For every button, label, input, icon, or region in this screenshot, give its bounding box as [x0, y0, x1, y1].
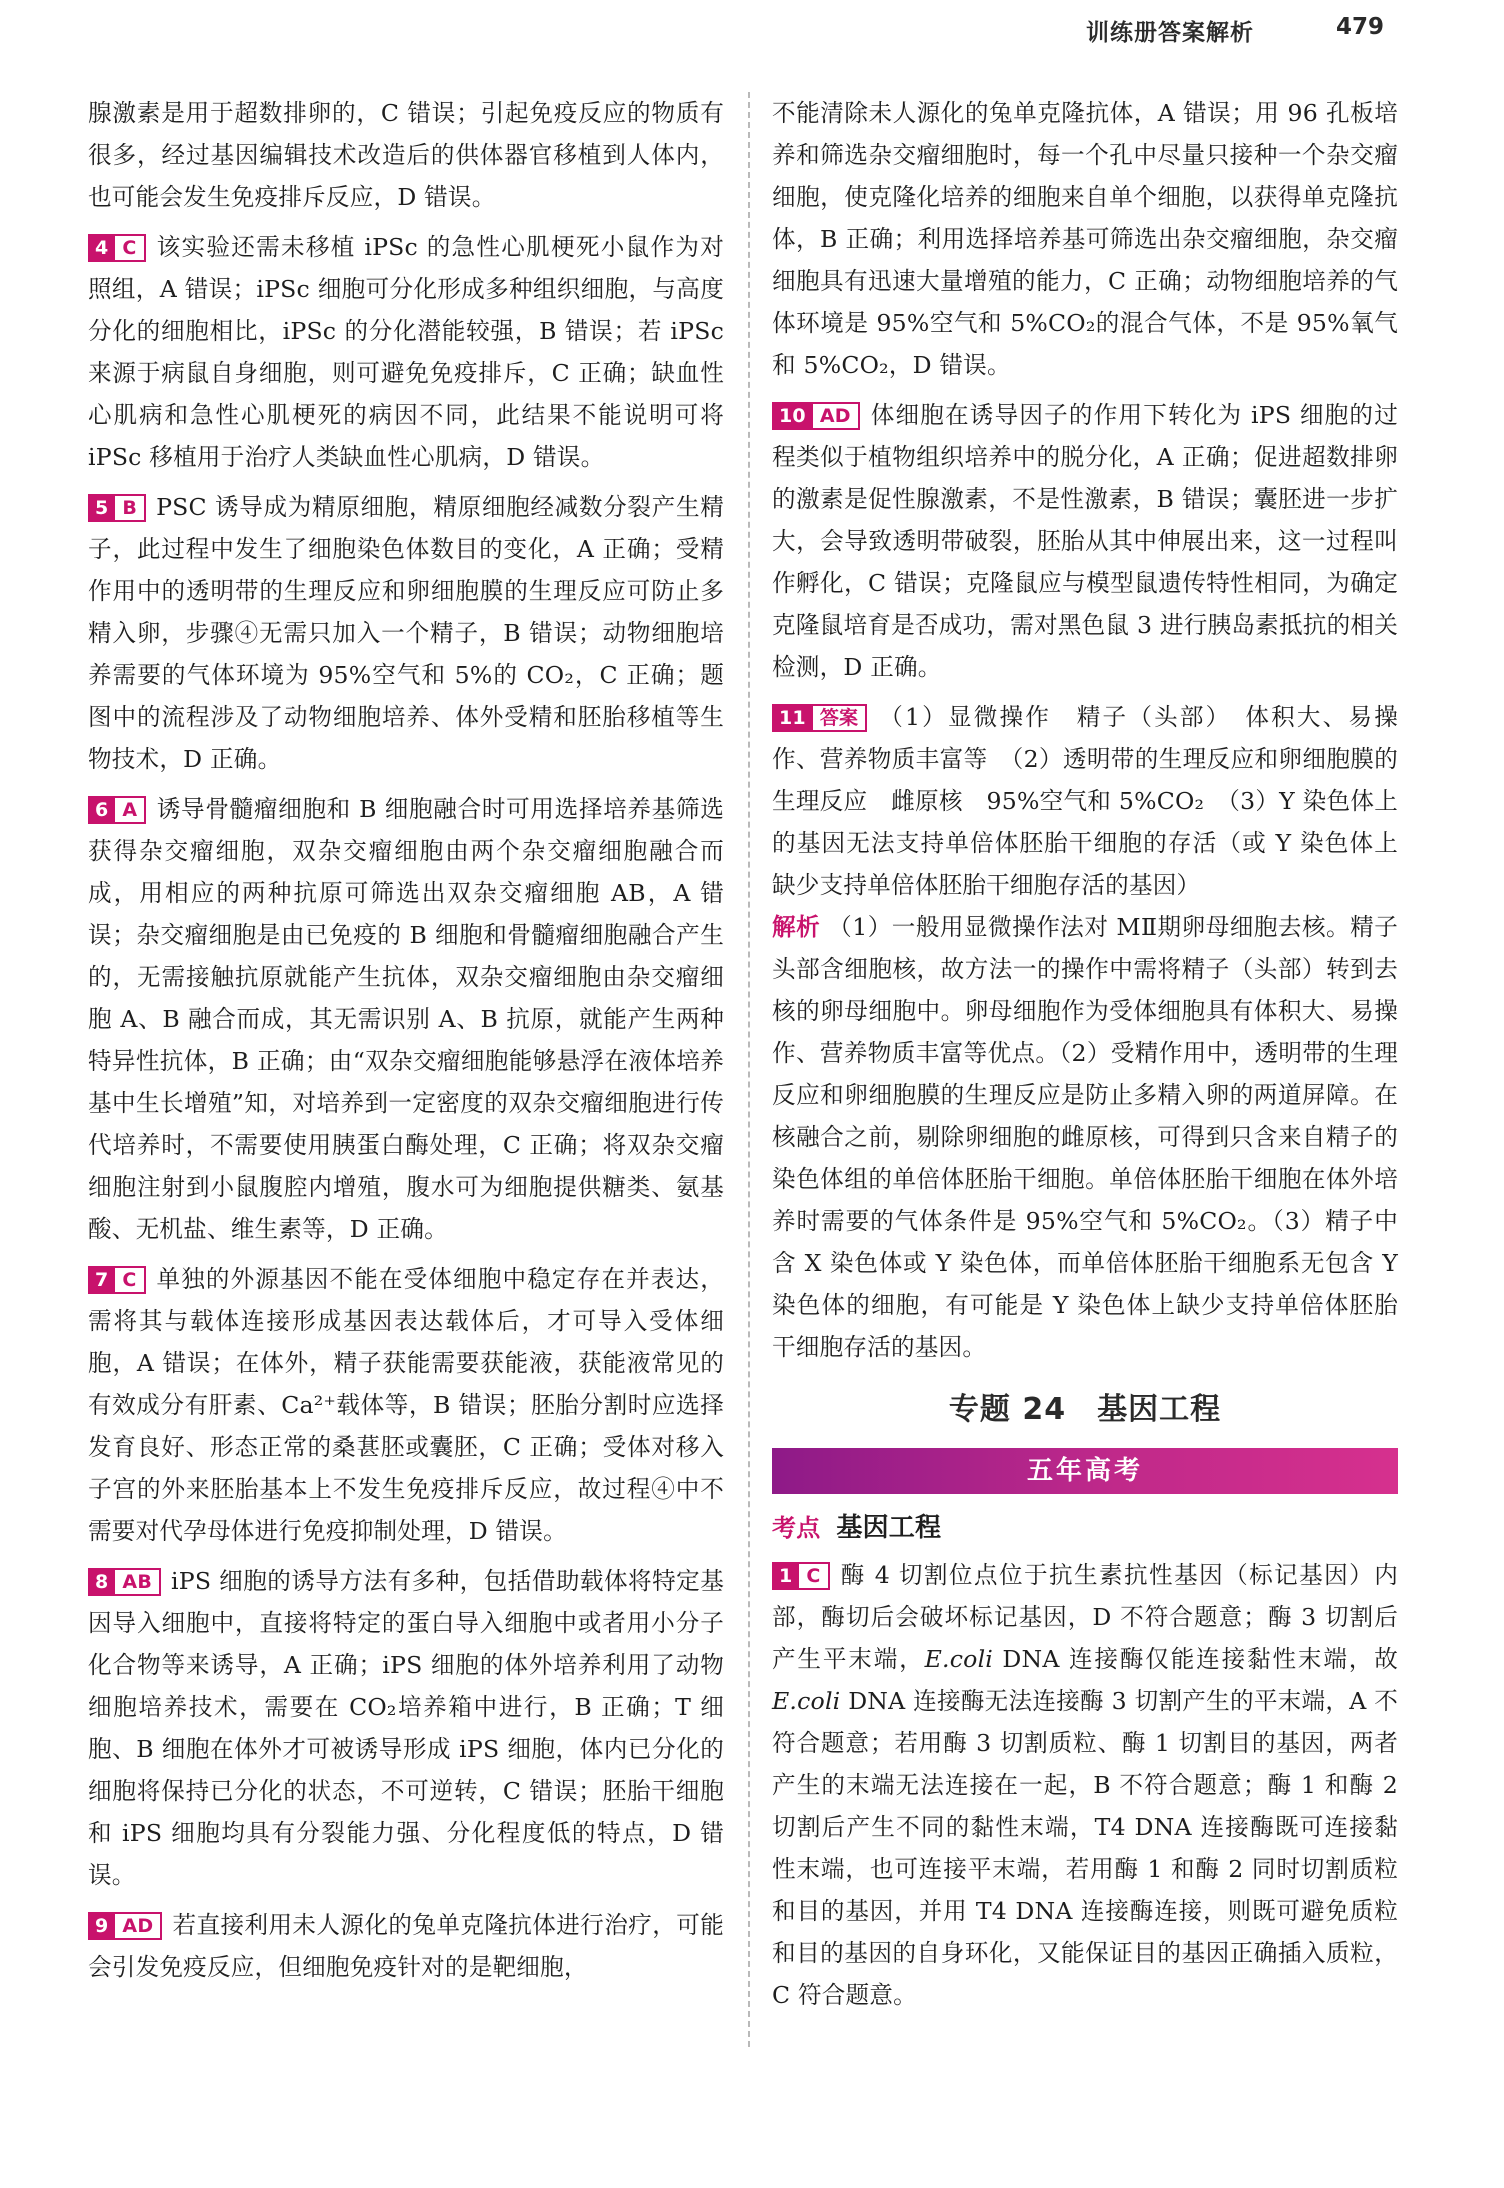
- species-name: E.coli: [772, 1687, 841, 1715]
- answer-explanation: PSC 诱导成为精原细胞，精原细胞经减数分裂产生精子，此过程中发生了细胞染色体数目的变化，A 正确；受精作用中的透明带的生理反应和卵细胞膜的生理反应可防止多精入卵，步骤④无需只加入一个精子，B 错误；动物细胞培养需要的气体环境为 95%空气和 5%的 CO₂，C 正确；题图中的流程涉及了动物细胞培养、体外受精和胚胎移植等生物技术，D 正确。: [88, 493, 724, 773]
- topic-tag: 考点: [772, 1514, 821, 1542]
- answer-item-1: [772, 1554, 1398, 2016]
- continued-text: 不能清除未人源化的兔单克隆抗体，A 错误；用 96 孔板培养和筛选杂交瘤细胞时，每一个孔中尽量只接种一个杂交瘤细胞，使克隆化培养的细胞来自单个细胞，以获得单克隆抗体，B 正确；利用选择培养基可筛选出杂交瘤细胞，杂交瘤细胞具有迅速大量增殖的能力，C 正确；动物细胞培养的气体环境是 95%空气和 5%CO₂的混合气体，不是 95%氧气和 5%CO₂，D 错误。: [772, 99, 1398, 379]
- answer-explanation: 体细胞在诱导因子的作用下转化为 iPS 细胞的过程类似于植物组织培养中的脱分化，A 正确；促进超数排卵的激素是促性腺激素，不是性激素，B 错误；囊胚进一步扩大，会导致透明带破裂，胚胎从其中伸展出来，这一过程叫作孵化，C 错误；克隆鼠应与模型鼠遗传特性相同，为确定克隆鼠培育是否成功，需对黑色鼠 3 进行胰岛素抵抗的相关检测，D 正确。: [772, 401, 1398, 681]
- answer-explanation-part: DNA 连接酶仅能连接黏性末端，故: [993, 1645, 1398, 1673]
- running-title: 训练册答案解析: [1086, 20, 1254, 46]
- question-badge: 4 C: [88, 234, 146, 262]
- answer-explanation: 单独的外源基因不能在受体细胞中稳定存在并表达，需将其与载体连接形成基因表达载体后，才可导入受体细胞，A 错误；在体外，精子获能需要获能液，获能液常见的有效成分有肝素、Ca²⁺载体等，B 错误；胚胎分割时应选择发育良好、形态正常的桑葚胚或囊胚，C 正确；受体对移入子宫的外来胚胎基本上不发生免疫排斥反应，故过程④中不需要对代孕母体进行免疫抑制处理，D 错误。: [88, 1265, 724, 1545]
- analysis-block: [772, 906, 1398, 1368]
- answer-item-10: [772, 394, 1398, 688]
- answer-explanation: 该实验还需未移植 iPSc 的急性心肌梗死小鼠作为对照组，A 错误；iPSc 细胞可分化形成多种组织细胞，与高度分化的细胞相比，iPSc 的分化潜能较强，B 错误；若 iPSc 来源于病鼠自身细胞，则可避免免疫排斥，C 正确；缺血性心肌病和急性心肌梗死的病因不同，此结果不能说明可将 iPSc 移植用于治疗人类缺血性心肌病，D 错误。: [88, 233, 724, 471]
- topic-name: 基因工程: [836, 1513, 942, 1543]
- answer-item-7: [88, 1258, 724, 1552]
- column-divider: [748, 92, 750, 2047]
- question-badge: 5 B: [88, 494, 146, 522]
- answer-explanation: 诱导骨髓瘤细胞和 B 细胞融合时可用选择培养基筛选获得杂交瘤细胞，双杂交瘤细胞由两个杂交瘤细胞融合而成，用相应的两种抗原可筛选出双杂交瘤细胞 AB，A 错误；杂交瘤细胞是由已免疫的 B 细胞和骨髓瘤细胞融合产生的，无需接触抗原就能产生抗体，双杂交瘤细胞由杂交瘤细胞 A、B 融合而成，其无需识别 A、B 抗原，就能产生两种特异性抗体，B 正确；由“双杂交瘤细胞能够悬浮在液体培养基中生长增殖”知，对培养到一定密度的双杂交瘤细胞进行传代培养时，不需要使用胰蛋白酶处理，C 正确；将双杂交瘤细胞注射到小鼠腹腔内增殖，腹水可为细胞提供糖类、氨基酸、无机盐、维生素等，D 正确。: [88, 795, 724, 1243]
- topic-heading: [772, 1506, 1398, 1550]
- question-badge: 10 AD: [772, 402, 860, 430]
- answer-item-9: [88, 1904, 724, 1988]
- question-badge: 8 AB: [88, 1568, 161, 1596]
- answer-text: （1）显微操作 精子（头部） 体积大、易操作、营养物质丰富等 （2）透明带的生理反应和卵细胞膜的生理反应 雌原核 95%空气和 5%CO₂ （3）Y 染色体上的基因无法支持单倍体胚胎干细胞的存活（或 Y 染色体上缺少支持单倍体胚胎干细胞存活的基因）: [772, 703, 1398, 899]
- answer-item-8: [88, 1560, 724, 1896]
- section-banner: 五年高考: [772, 1448, 1398, 1494]
- analysis-text: （1）一般用显微操作法对 MⅡ期卵母细胞去核。精子头部含细胞核，故方法一的操作中需将精子（头部）转到去核的卵母细胞中。卵母细胞作为受体细胞具有体积大、易操作、营养物质丰富等优点。（2）受精作用中，透明带的生理反应和卵细胞膜的生理反应是防止多精入卵的两道屏障。在核融合之前，剔除卵细胞的雌原核，可得到只含来自精子的染色体组的单倍体胚胎干细胞。单倍体胚胎干细胞在体外培养时需要的气体条件是 95%空气和 5%CO₂。（3）精子中含 X 染色体或 Y 染色体，而单倍体胚胎干细胞系无包含 Y 染色体的细胞，有可能是 Y 染色体上缺少支持单倍体胚胎干细胞存活的基因。: [772, 913, 1398, 1361]
- page-header: [0, 0, 1504, 62]
- question-badge: 11 答案: [772, 704, 867, 732]
- answer-explanation-part: 酶 4 切割位点位于抗生素抗性基因（标记基因）内部，酶切后会破坏标记基因，D 不符合题意；酶 3 切割后产生平末端，: [772, 1561, 1398, 1673]
- answer-item-4: [88, 226, 724, 478]
- answer-item-5: [88, 486, 724, 780]
- question-badge: 6 A: [88, 796, 146, 824]
- answer-item-6: [88, 788, 724, 1250]
- continued-text: 腺激素是用于超数排卵的，C 错误；引起免疫反应的物质有很多，经过基因编辑技术改造后的供体器官移植到人体内，也可能会发生免疫排斥反应，D 错误。: [88, 99, 724, 211]
- species-name: E.coli: [924, 1645, 994, 1673]
- answer-explanation: iPS 细胞的诱导方法有多种，包括借助载体将特定基因导入细胞中，直接将特定的蛋白导入细胞中或者用小分子化合物等来诱导，A 正确；iPS 细胞的体外培养利用了动物细胞培养技术，需要在 CO₂培养箱中进行，B 正确；T 细胞、B 细胞在体外才可被诱导形成 iPS 细胞，体内已分化的细胞将保持已分化的状态，不可逆转，C 错误；胚胎干细胞和 iPS 细胞均具有分裂能力强、分化程度低的特点，D 错误。: [88, 1567, 724, 1889]
- answer-item-11: [772, 696, 1398, 906]
- answer-explanation-part: DNA 连接酶无法连接酶 3 切割产生的平末端，A 不符合题意；若用酶 3 切割质粒、酶 1 切割目的基因，两者产生的末端无法连接在一起，B 不符合题意；酶 1 和酶 2 切割后产生不同的黏性末端，T4 DNA 连接酶既可连接黏性末端，也可连接平末端，若用酶 1 和酶 2 同时切割质粒和目的基因，并用 T4 DNA 连接酶连接，则既可避免质粒和目的基因的自身环化，又能保证目的基因正确插入质粒，C 符合题意。: [772, 1687, 1398, 2009]
- question-badge: 1 C: [772, 1562, 830, 1590]
- question-badge: 7 C: [88, 1266, 146, 1294]
- question-badge: 9 AD: [88, 1912, 162, 1940]
- section-title: 专题 24 基因工程: [948, 1392, 1222, 1427]
- page-number: 479: [1336, 14, 1385, 40]
- answer-explanation: 若直接利用未人源化的兔单克隆抗体进行治疗，可能会引发免疫反应，但细胞免疫针对的是靶细胞，: [88, 1911, 724, 1981]
- left-column: [88, 92, 724, 1996]
- analysis-label: 解析: [772, 913, 821, 941]
- right-column: [772, 92, 1398, 2024]
